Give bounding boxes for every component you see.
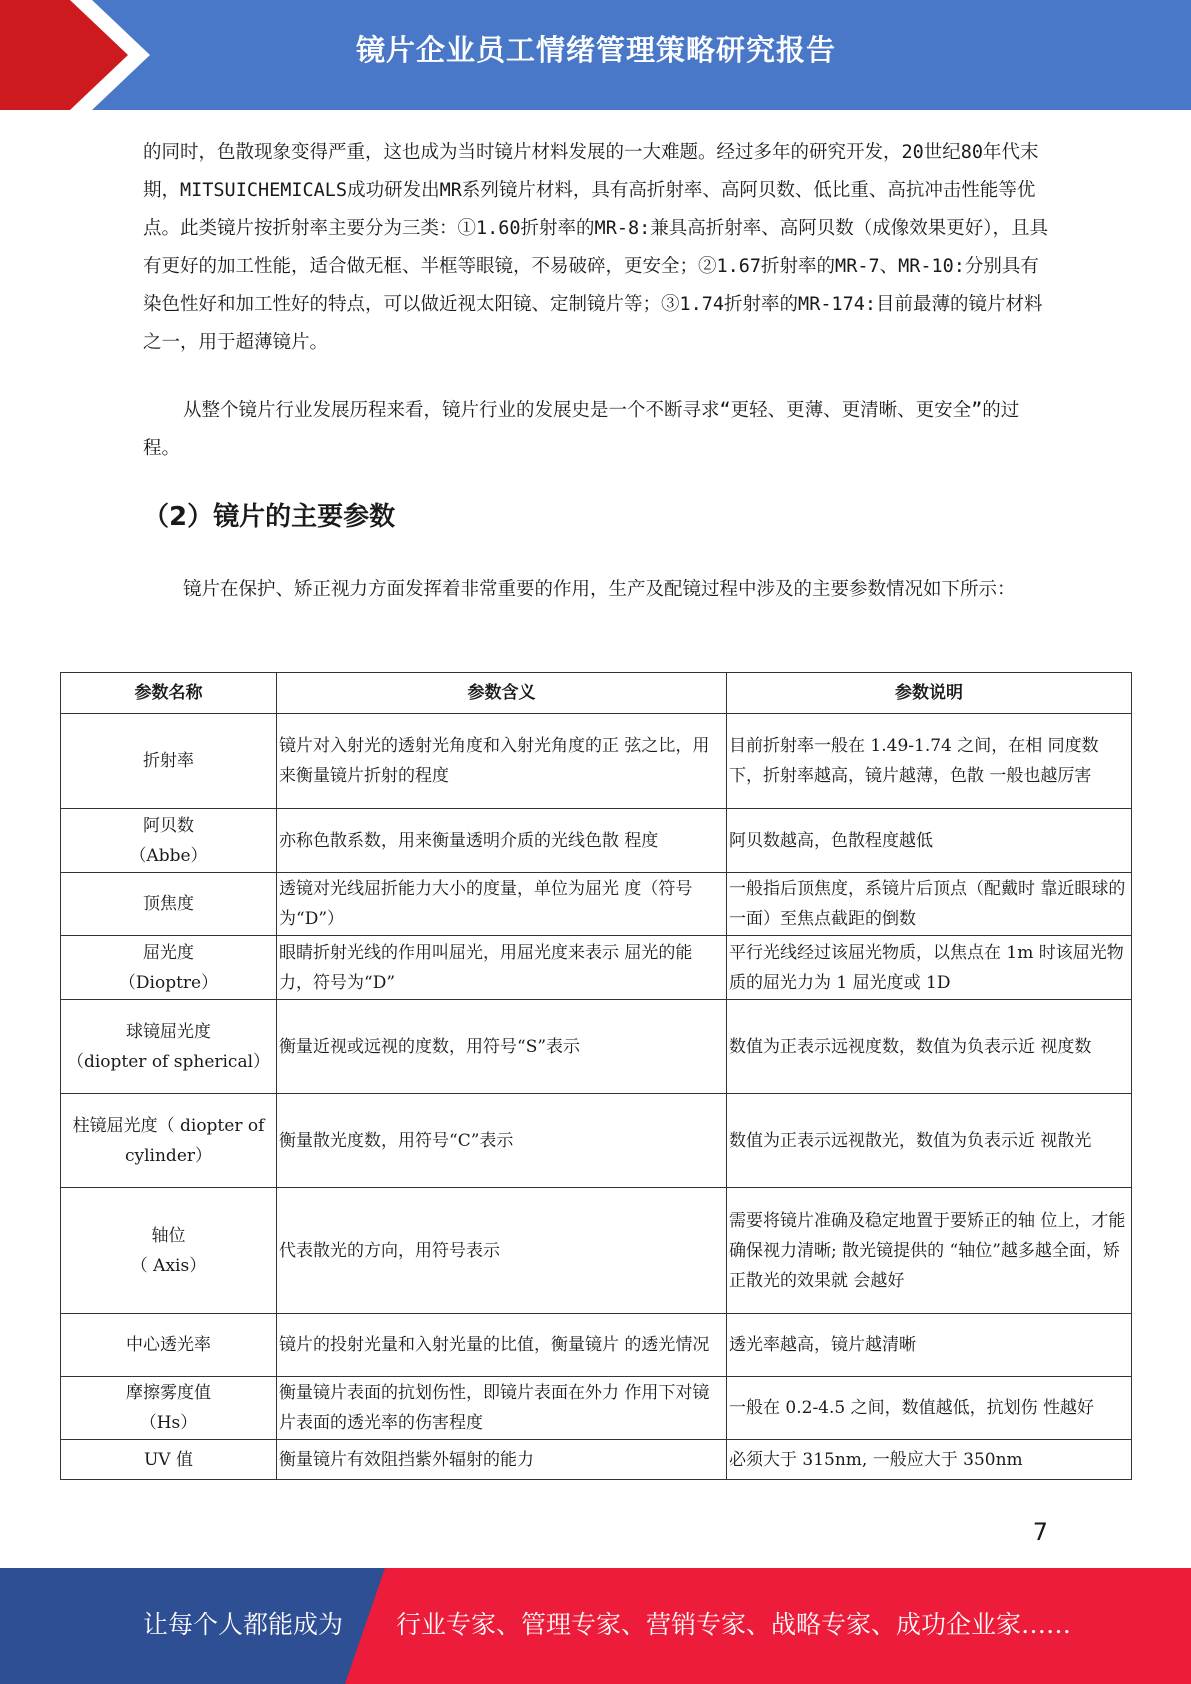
param-name-line: 折射率: [143, 751, 194, 771]
param-name-line: 摩擦雾度值: [126, 1383, 211, 1403]
param-name-line: （ Axis）: [130, 1255, 207, 1276]
param-name-cell: [61, 1000, 277, 1094]
param-name-cell: [61, 1314, 277, 1377]
param-name-cell: [61, 809, 277, 873]
paragraph-material-history: 的同时，色散现象变得严重，这也成为当时镜片材料发展的一大难题。经过多年的研究开发，20世纪80年代末期，MITSUICHEMICALS成功研发出MR系列镜片材料，具有高折射率、高阿贝数、低比重、高抗冲击性能等优点。此类镜片按折射率主要分为三类：①1.60折射率的MR-8:兼具高折射率、高阿贝数（成像效果更好），且具有更好的加工性能，适合做无框、半框等眼镜，不易破碎，更安全；②1.67折射率的MR-7、MR-10:分别具有染色性好和加工性好的特点，可以做近视太阳镜、定制镜片等；③1.74折射率的MR-174:目前最薄的镜片材料之一，用于超薄镜片。: [143, 142, 1048, 353]
param-name-line: 中心透光率: [126, 1335, 211, 1355]
param-meaning-cell: 衡量镜片有效阻挡紫外辐射的能力: [277, 1440, 727, 1480]
param-name-line: （diopter of spherical）: [66, 1051, 271, 1072]
param-name-line: 球镜屈光度: [126, 1021, 211, 1042]
param-meaning-cell: 透镜对光线屈折能力大小的度量，单位为屈光 度（符号为“D”）: [277, 873, 727, 936]
page-header: [0, 0, 1191, 110]
param-name-line: 柱镜屈光度（ diopter of: [72, 1115, 265, 1136]
param-name-line: 阿贝数: [143, 815, 194, 836]
param-name-cell: [61, 873, 277, 936]
param-meaning-cell: 衡量散光度数，用符号“C”表示: [277, 1094, 727, 1188]
parameters-table: [60, 672, 1132, 1480]
param-name-cell: [61, 1188, 277, 1314]
param-meaning-cell: 眼睛折射光线的作用叫屈光，用屈光度来表示 屈光的能力，符号为“D”: [277, 936, 727, 1000]
param-name-line: cylinder）: [124, 1145, 213, 1166]
param-description-cell: 目前折射率一般在 1.49-1.74 之间，在相 同度数下，折射率越高，镜片越薄，色散 一般也越厉害: [727, 714, 1132, 809]
header-title: 镜片企业员工情绪管理策略研究报告: [356, 33, 837, 67]
footer-slogan-right: 行业专家、管理专家、营销专家、战略专家、成功企业家……: [396, 1610, 1072, 1639]
param-description-cell: 阿贝数越高，色散程度越低: [727, 809, 1132, 873]
table-row: [61, 873, 1132, 936]
param-name-line: 轴位: [151, 1225, 186, 1246]
footer-slogan-left: 让每个人都能成为: [143, 1610, 344, 1639]
param-meaning-cell: 衡量近视或远视的度数，用符号“S”表示: [277, 1000, 727, 1094]
param-meaning-cell: 镜片的投射光量和入射光量的比值，衡量镜片 的透光情况: [277, 1314, 727, 1377]
param-name-line: 顶焦度: [143, 894, 194, 914]
table-row: [61, 936, 1132, 1000]
table-row: [61, 1094, 1132, 1188]
param-name-line: （Hs）: [139, 1413, 198, 1433]
param-meaning-cell: 衡量镜片表面的抗划伤性，即镜片表面在外力 作用下对镜片表面的透光率的伤害程度: [277, 1377, 727, 1440]
page-number: 7: [1032, 1518, 1048, 1546]
param-name-cell: [61, 1377, 277, 1440]
param-description-cell: 透光率越高，镜片越清晰: [727, 1314, 1132, 1377]
param-description-cell: 数值为正表示远视散光，数值为负表示近 视散光: [727, 1094, 1132, 1188]
param-meaning-cell: 代表散光的方向，用符号表示: [277, 1188, 727, 1314]
param-meaning-cell: 亦称色散系数，用来衡量透明介质的光线色散 程度: [277, 809, 727, 873]
param-description-cell: 必须大于 315nm, 一般应大于 350nm: [727, 1440, 1132, 1480]
column-header-description: 参数说明: [727, 673, 1132, 714]
param-name-line: （Abbe）: [129, 845, 208, 866]
param-name-line: （Dioptre）: [118, 972, 219, 993]
param-name-cell: [61, 714, 277, 809]
table-row: [61, 1377, 1132, 1440]
param-name-line: UV 值: [143, 1449, 193, 1470]
table-row: [61, 1000, 1132, 1094]
param-meaning-cell: 镜片对入射光的透射光角度和入射光角度的正 弦之比，用来衡量镜片折射的程度: [277, 714, 727, 809]
column-header-name: 参数名称: [61, 673, 277, 714]
paragraph-table-intro: 镜片在保护、矫正视力方面发挥着非常重要的作用，生产及配镜过程中涉及的主要参数情况如下所示：: [183, 579, 1016, 600]
param-description-cell: 一般指后顶焦度，系镜片后顶点（配戴时 靠近眼球的一面）至焦点截距的倒数: [727, 873, 1132, 936]
param-name-cell: [61, 936, 277, 1000]
table-row: [61, 1440, 1132, 1480]
param-name-line: 屈光度: [143, 942, 194, 963]
section-heading: （2）镜片的主要参数: [143, 502, 396, 532]
table-row: [61, 1314, 1132, 1377]
paragraph-industry-summary: 从整个镜片行业发展历程来看，镜片行业的发展史是一个不断寻求“更轻、更薄、更清晰、更安全”的过程。: [143, 400, 1020, 459]
param-name-cell: [61, 1440, 277, 1480]
table-row: [61, 714, 1132, 809]
param-description-cell: 需要将镜片准确及稳定地置于要矫正的轴 位上，才能确保视力清晰; 散光镜提供的 “轴位”越多越全面，矫正散光的效果就 会越好: [727, 1188, 1132, 1314]
param-name-cell: [61, 1094, 277, 1188]
table-row: [61, 809, 1132, 873]
param-description-cell: 平行光线经过该屈光物质，以焦点在 1m 时该屈光物质的屈光力为 1 屈光度或 1D: [727, 936, 1132, 1000]
param-description-cell: 一般在 0.2-4.5 之间，数值越低，抗划伤 性越好: [727, 1377, 1132, 1440]
table-header-row: [61, 673, 1132, 714]
table-row: [61, 1188, 1132, 1314]
page-footer: [0, 1568, 1191, 1684]
column-header-meaning: 参数含义: [277, 673, 727, 714]
param-description-cell: 数值为正表示远视度数，数值为负表示近 视度数: [727, 1000, 1132, 1094]
